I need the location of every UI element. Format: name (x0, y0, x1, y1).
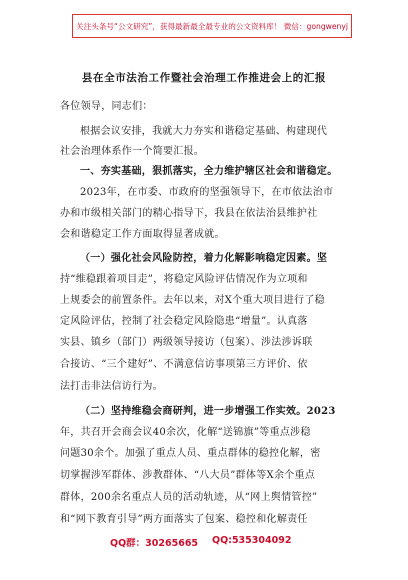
body-line: 合接访、“三个建好”、不满意信访事项第三方评价、依 (60, 359, 308, 370)
body-line: 和“网下教育引导”两方面落实了包案、稳控和化解责任 (60, 514, 308, 525)
body-line: 2023年，在市委、市政府的坚强领导下，在市依法治市 (80, 187, 334, 198)
body-line: 根据会议安排，我就大力夯实和谐稳定基础、构建现代 (80, 126, 328, 137)
body-line: 实县、镇乡（部门）两级领导接访（包案）、涉法涉诉联 (60, 337, 313, 348)
body-line: 持“维稳跟着项目走”，将稳定风险评估情况作为立项和 (60, 274, 308, 285)
body-line: 法打击非法信访行为。 (60, 381, 163, 392)
footer-qq-group: QQ群：30265665 (110, 538, 199, 549)
document-title: 县在全市法治工作暨社会治理工作推进会上的汇报 (81, 72, 327, 84)
body-line: 问题30余个。加强了重点人员、重点群体的稳控化解，密 (60, 448, 321, 459)
body-line: 群体，200余名重点人员的活动轨迹，从“网上舆情管控” (60, 492, 318, 503)
footer-qq-contact: QQ:535304092 (212, 535, 292, 546)
subsection-heading: （二）坚持维稳会商研判，进一步增强工作实效。2023 (80, 406, 336, 417)
body-line: 年，共召开会商会议40余次，化解“送锦旗”等重点涉稳 (60, 427, 311, 438)
promo-banner: 关注头条号“公文研究”，获得最新最全最专业的公文资料库！ 微信：gongwenyj (72, 14, 352, 38)
subsection-heading: （一）强化社会风险防控，着力化解影响稳定因素。坚 (80, 253, 328, 264)
body-line: 定风险评估，控制了社会稳定风险隐患“增量”。认真落 (60, 316, 308, 327)
body-line: 会和谐稳定工作方面取得显著成就。 (60, 229, 225, 240)
section-heading: 一、夯实基础，狠抓落实，全力维护辖区社会和谐稳定。 (80, 166, 338, 177)
body-line: 上规委会的前置条件。去年以来，对X个重大项目进行了稳 (60, 295, 325, 306)
body-line: 切掌握涉军群体、涉教群体、“八大员”群体等X余个重点 (60, 470, 316, 481)
body-line: 办和市级相关部门的精心指导下，我县在依法治县维护社 (60, 208, 318, 219)
greeting: 各位领导，同志们： (60, 101, 153, 112)
body-line: 社会治理体系作一个简要汇报。 (60, 146, 205, 157)
